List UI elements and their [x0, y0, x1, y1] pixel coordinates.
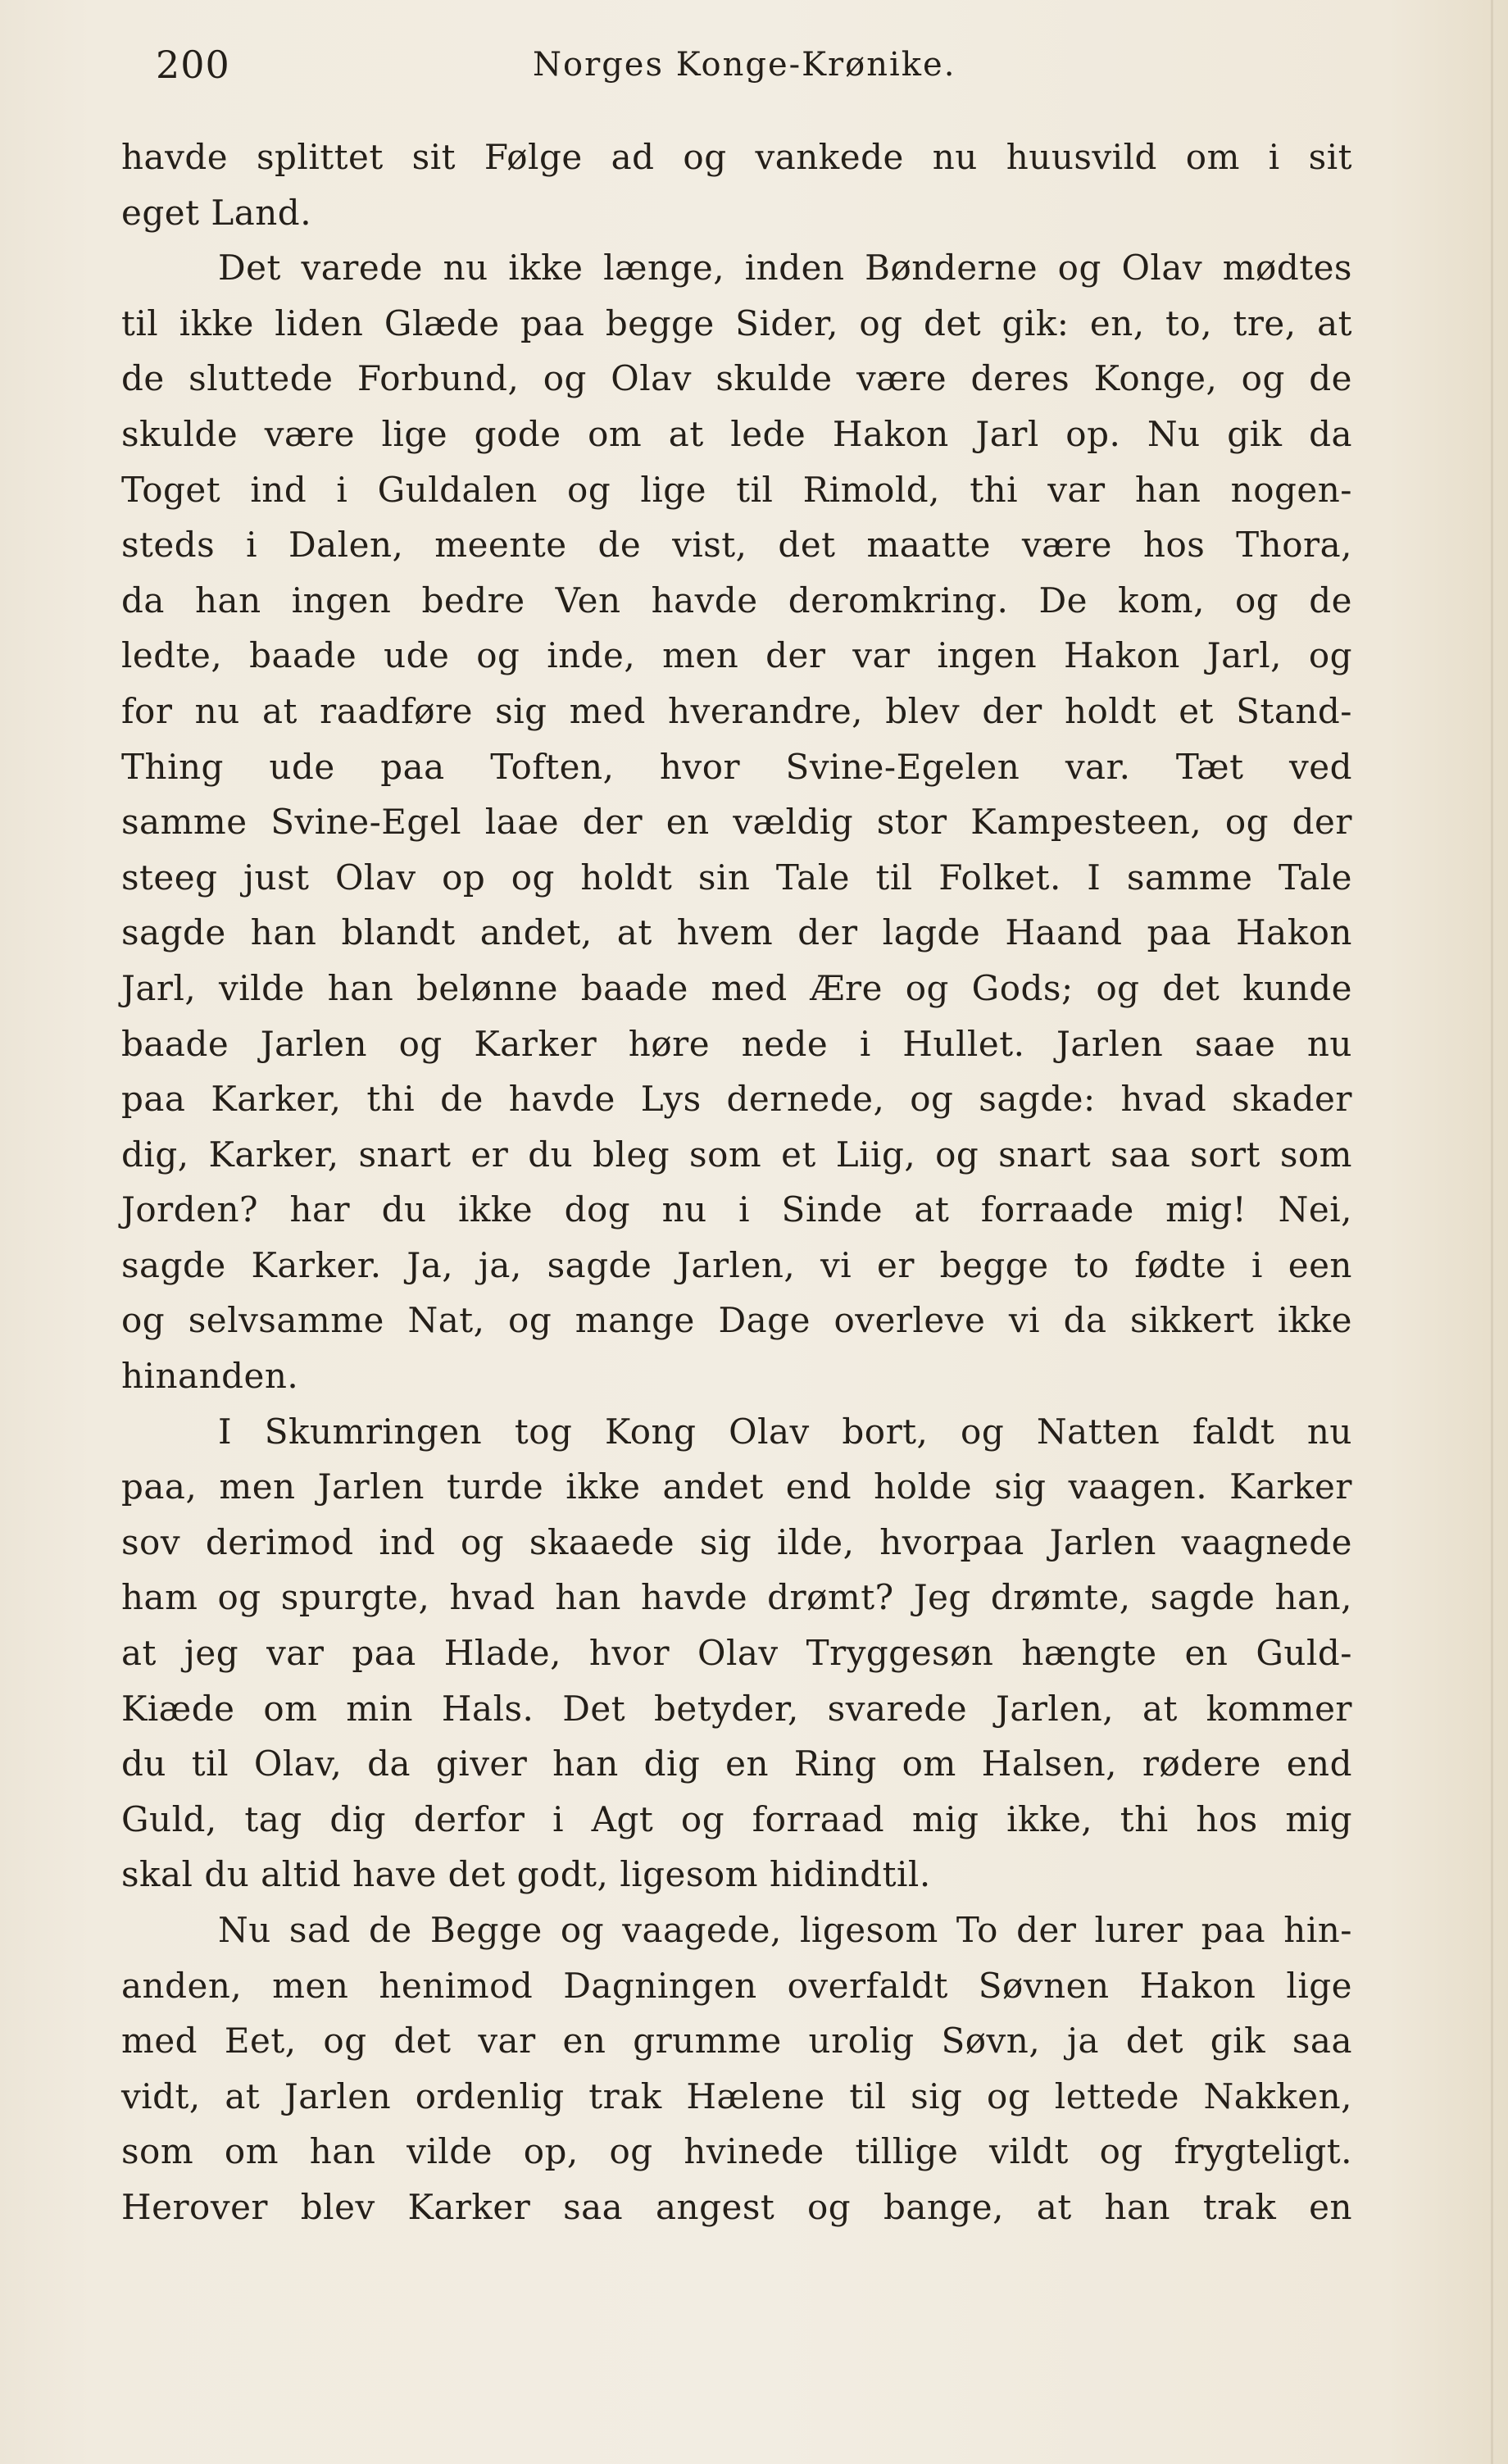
- text-line: samme Svine-Egel laae der en vældig stor Kampesteen, og der: [121, 802, 1352, 843]
- text-line: Nu sad de Begge og vaagede, ligesom To der lurer paa hin-: [218, 1910, 1352, 1950]
- text-line: og selvsamme Nat, og mange Dage overleve vi da sikkert ikke: [121, 1300, 1352, 1341]
- page-header: [156, 36, 1352, 93]
- text-line: Det varede nu ikke længe, inden Bønderne og Olav mødtes: [218, 248, 1352, 289]
- text-line: baade Jarlen og Karker høre nede i Hullet. Jarlen saae nu: [121, 1023, 1352, 1064]
- text-line: hinanden.: [121, 1356, 299, 1397]
- text-line: paa, men Jarlen turde ikke andet end holde sig vaagen. Karker: [121, 1466, 1352, 1507]
- running-title: Norges Konge-Krønike.: [533, 46, 956, 84]
- text-line: sagde han blandt andet, at hvem der lagde Haand paa Hakon: [121, 912, 1352, 953]
- text-line: steeg just Olav op og holdt sin Tale til Folket. I samme Tale: [121, 857, 1352, 898]
- page-edge-shadow: [1491, 0, 1493, 2464]
- text-line: at jeg var paa Hlade, hvor Olav Tryggesøn hængte en Guld-: [121, 1633, 1352, 1674]
- text-line: Herover blev Karker saa angest og bange, at han trak en: [121, 2186, 1352, 2227]
- text-line: som om han vilde op, og hvinede tillige vildt og frygteligt.: [121, 2131, 1352, 2172]
- text-line: Jorden? har du ikke dog nu i Sinde at forraade mig! Nei,: [121, 1189, 1352, 1230]
- text-line: ledte, baade ude og inde, men der var ingen Hakon Jarl, og: [121, 635, 1352, 676]
- text-line: Jarl, vilde han belønne baade med Ære og Gods; og det kunde: [121, 967, 1352, 1008]
- text-line: paa Karker, thi de havde Lys dernede, og sagde: hvad skader: [121, 1079, 1352, 1120]
- text-line: eget Land.: [121, 192, 312, 233]
- text-line: skal du altid have det godt, ligesom hidindtil.: [121, 1854, 931, 1895]
- text-line: da han ingen bedre Ven havde deromkring. De kom, og de: [121, 580, 1352, 621]
- text-line: for nu at raadføre sig med hverandre, blev der holdt et Stand-: [121, 690, 1352, 731]
- text-line: de sluttede Forbund, og Olav skulde være deres Konge, og de: [121, 358, 1352, 399]
- text-line: I Skumringen tog Kong Olav bort, og Natten faldt nu: [218, 1411, 1352, 1452]
- text-line: dig, Karker, snart er du bleg som et Liig, og snart saa sort som: [121, 1134, 1352, 1175]
- text-line: Thing ude paa Toften, hvor Svine-Egelen var. Tæt ved: [121, 746, 1352, 787]
- body-text: [121, 130, 1352, 2235]
- text-line: vidt, at Jarlen ordenlig trak Hælene til sig og lettede Nakken,: [121, 2075, 1352, 2116]
- text-line: steds i Dalen, meente de vist, det maatte være hos Thora,: [121, 525, 1352, 566]
- text-line: sagde Karker. Ja, ja, sagde Jarlen, vi er begge to fødte i een: [121, 1244, 1352, 1285]
- text-line: til ikke liden Glæde paa begge Sider, og det gik: en, to, tre, at: [121, 302, 1352, 343]
- text-line: Guld, tag dig derfor i Agt og forraad mig ikke, thi hos mig: [121, 1798, 1352, 1839]
- text-line: havde splittet sit Følge ad og vankede nu huusvild om i sit: [121, 137, 1352, 177]
- text-line: Toget ind i Guldalen og lige til Rimold, thi var han nogen-: [121, 469, 1352, 510]
- text-line: Kiæde om min Hals. Det betyder, svarede Jarlen, at kommer: [121, 1688, 1352, 1729]
- text-line: skulde være lige gode om at lede Hakon Jarl op. Nu gik da: [121, 413, 1352, 454]
- text-line: sov derimod ind og skaaede sig ilde, hvorpaa Jarlen vaagnede: [121, 1521, 1352, 1562]
- page-number: 200: [156, 43, 230, 87]
- text-line: med Eet, og det var en grumme urolig Søvn, ja det gik saa: [121, 2021, 1352, 2062]
- text-line: du til Olav, da giver han dig en Ring om Halsen, rødere end: [121, 1743, 1352, 1784]
- text-line: anden, men henimod Dagningen overfaldt Søvnen Hakon lige: [121, 1965, 1352, 2006]
- text-line: ham og spurgte, hvad han havde drømt? Jeg drømte, sagde han,: [121, 1577, 1352, 1618]
